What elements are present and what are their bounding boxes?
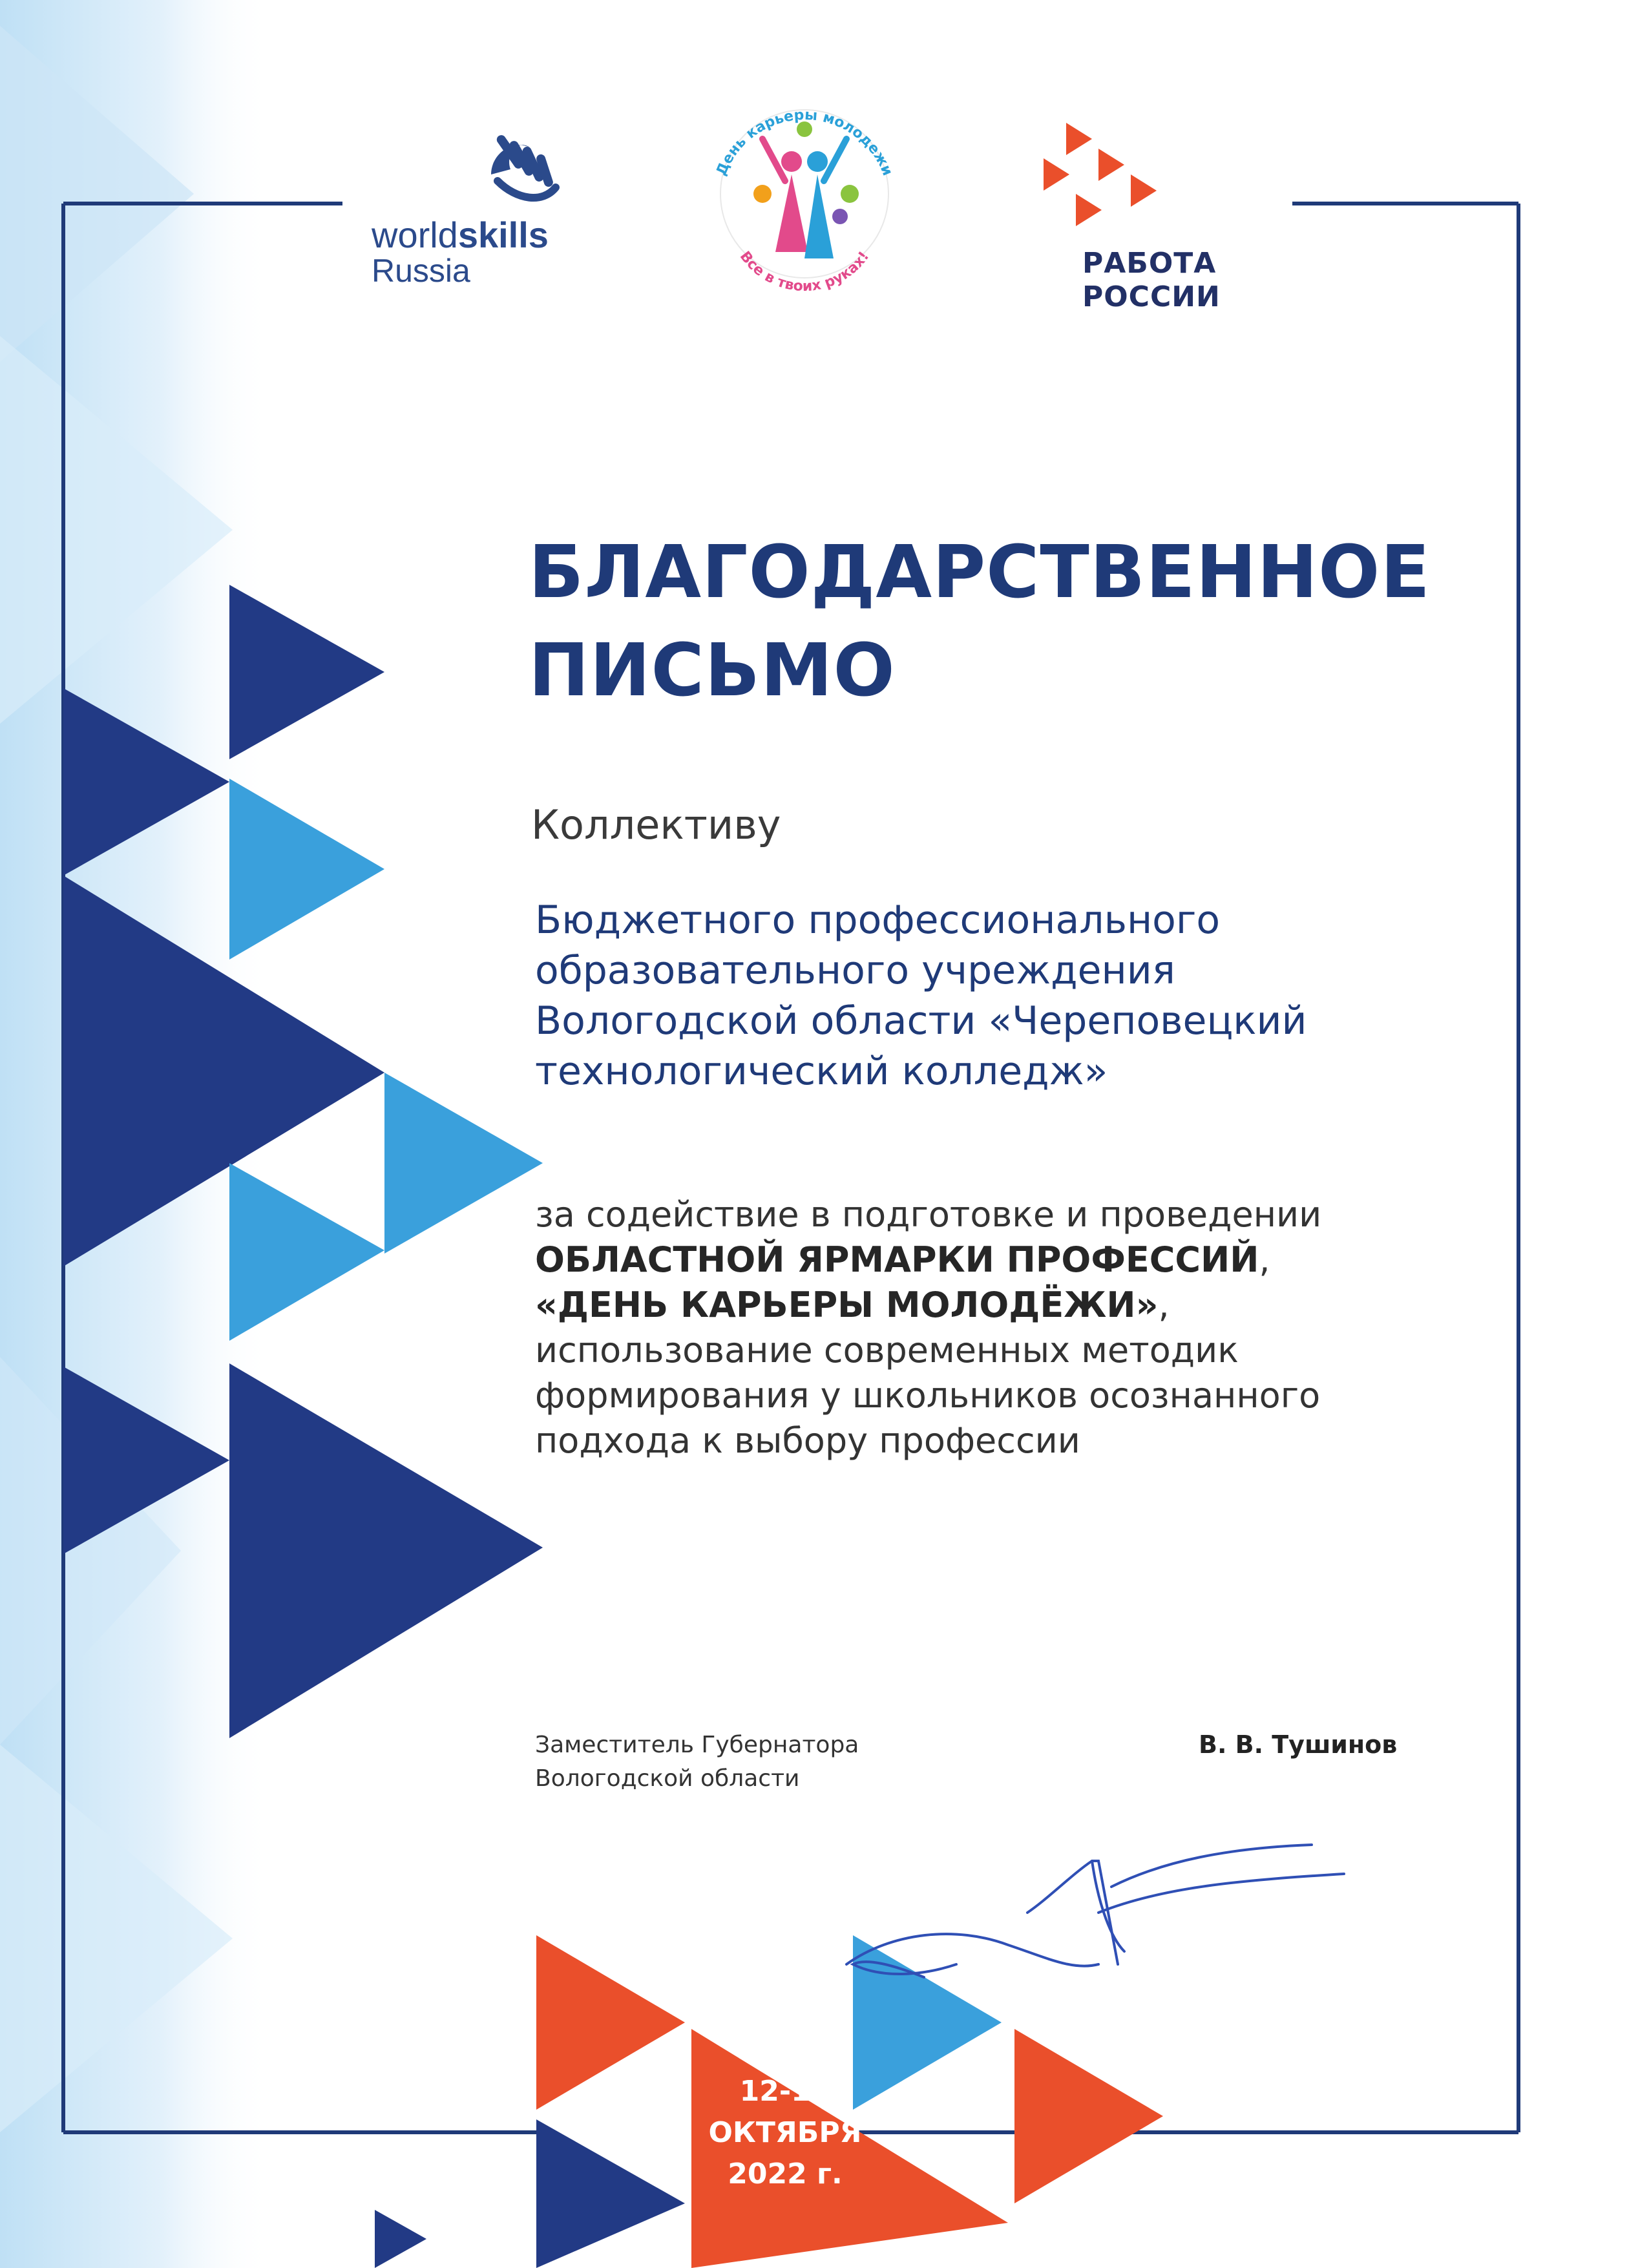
dark-triangle <box>375 2210 426 2268</box>
career-day-slogan: Все в твоих руках! <box>736 248 873 295</box>
position-line: Вологодской области <box>535 1765 800 1792</box>
dark-triangle <box>229 1363 543 1738</box>
worldskills-russia: Russia <box>372 253 470 289</box>
rabota-rossii-logo <box>1082 247 1221 314</box>
title-line-1: БЛАГОДАРСТВЕННОЕ <box>529 530 1431 614</box>
reason-fair-name: ОБЛАСТНОЙ ЯРМАРКИ ПРОФЕССИЙ <box>535 1239 1259 1280</box>
rossii-line: РОССИИ <box>1082 280 1221 313</box>
career-day-title: День карьеры молодежи <box>713 107 896 178</box>
reason-text <box>535 1192 1321 1464</box>
reason-line: формирования у школьников осознанного <box>535 1375 1321 1416</box>
event-date <box>685 2071 885 2195</box>
svg-text:День карьеры молодежи <box>713 107 896 178</box>
frame <box>63 204 1518 2132</box>
recipient-organization <box>535 895 1307 1097</box>
handwritten-signature <box>846 1845 1344 1977</box>
worldskills-world: world <box>372 215 458 255</box>
worldskills-hands-icon <box>491 133 556 198</box>
light-triangle <box>229 1163 384 1341</box>
salutation: Коллективу <box>531 801 781 848</box>
rabota-rossii-icon <box>1044 123 1157 226</box>
date-year: 2022 г. <box>728 2158 843 2190</box>
light-triangle <box>384 1073 543 1254</box>
light-triangle <box>229 779 384 960</box>
signatory-position <box>535 1728 859 1796</box>
worldskills-logo <box>372 216 549 288</box>
dark-triangle <box>229 585 384 759</box>
reason-line: использование современных методик <box>535 1330 1239 1370</box>
reason-line: подхода к выбору профессии <box>535 1420 1080 1461</box>
date-days: 12-13 <box>739 2075 831 2108</box>
career-day-arc-text <box>701 90 908 297</box>
org-line: Вологодской области «Череповецкий <box>535 998 1307 1044</box>
document-title <box>529 523 1431 720</box>
reason-event-name: «ДЕНЬ КАРЬЕРЫ МОЛОДЁЖИ» <box>535 1285 1159 1325</box>
position-line: Заместитель Губернатора <box>535 1732 859 1758</box>
orange-triangle <box>1014 2029 1163 2203</box>
signatory-name: В. В. Тушинов <box>1199 1730 1398 1759</box>
reason-comma: , <box>1259 1239 1270 1280</box>
org-line: Бюджетного профессионального <box>535 898 1221 943</box>
worldskills-skills: skills <box>457 215 549 255</box>
reason-comma: , <box>1158 1285 1170 1325</box>
org-line: образовательного учреждения <box>535 948 1175 993</box>
orange-triangle <box>536 1935 685 2110</box>
org-line: технологический колледж» <box>535 1049 1108 1094</box>
title-line-2: ПИСЬМО <box>529 629 896 713</box>
date-month: ОКТЯБРЯ <box>708 2116 862 2149</box>
dark-triangle <box>536 2119 685 2268</box>
svg-text:Все в твоих руках! <box>737 249 872 295</box>
rabota-line: РАБОТА <box>1082 247 1217 280</box>
reason-line: за содействие в подготовке и проведении <box>535 1194 1322 1235</box>
